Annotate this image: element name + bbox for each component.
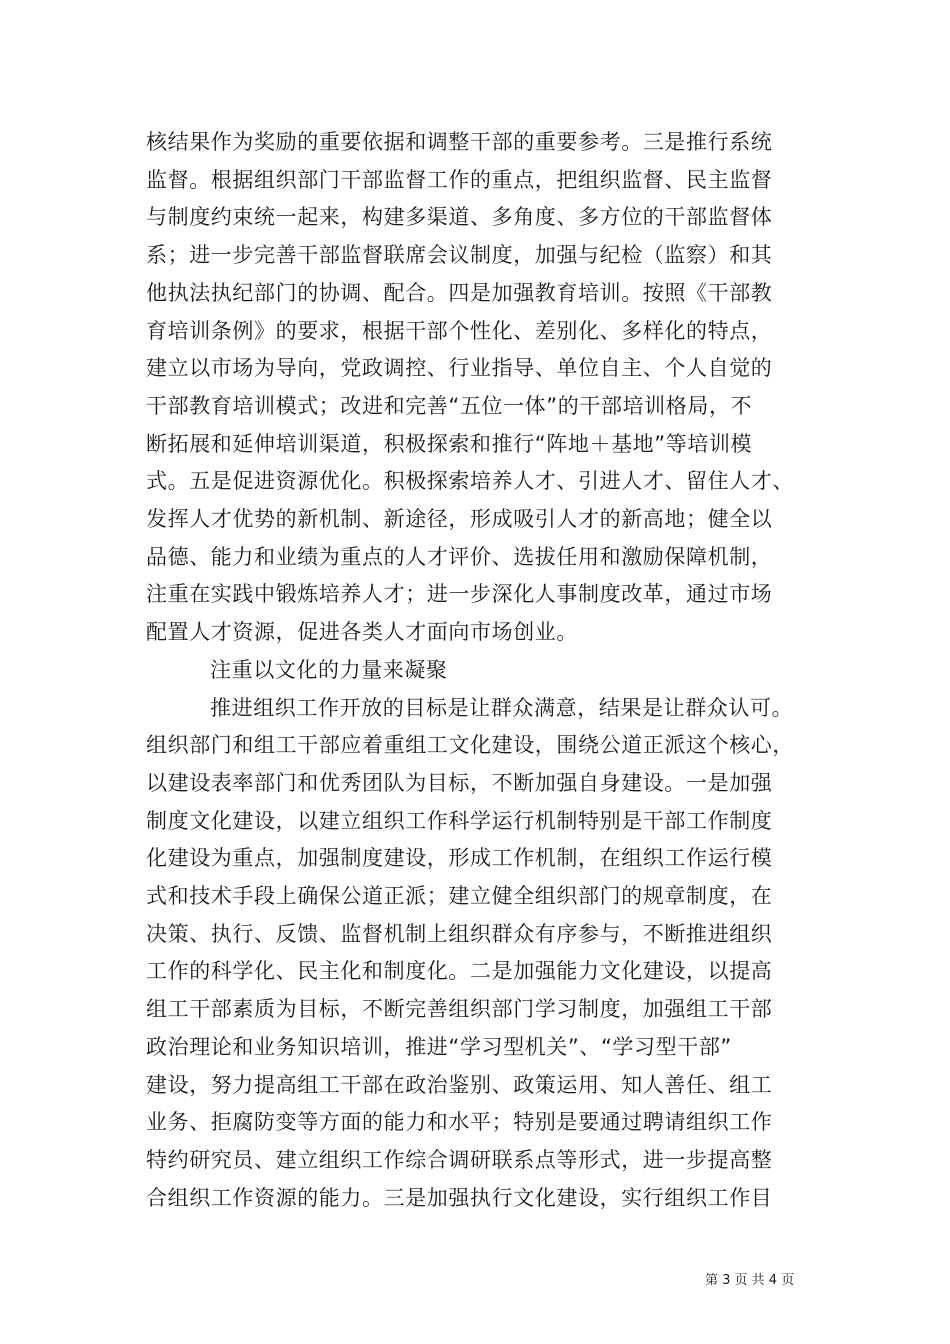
text-line: 建设，努力提高组工干部在政治鉴别、政策运用、知人善任、组工 xyxy=(146,1073,773,1097)
text-line: 建立以市场为导向，党政调控、行业指导、单位自主、个人自觉的 xyxy=(146,356,773,380)
text-line: 合组织工作资源的能力。三是加强执行文化建设，实行组织工作目 xyxy=(146,1186,773,1210)
page-number: 第 3 页 共 4 页 xyxy=(705,1273,795,1288)
text-line: 组工干部素质为目标，不断完善组织部门学习制度，加强组工干部 xyxy=(146,997,773,1021)
text-line: 与制度约束统一起来，构建多渠道、多角度、多方位的干部监督体 xyxy=(146,205,773,229)
text-line: 决策、执行、反馈、监督机制上组织群众有序参与，不断推进组织 xyxy=(146,922,773,946)
text-line: 政治理论和业务知识培训，推进“学习型机关”、“学习型干部” xyxy=(146,1035,732,1059)
text-line: 推进组织工作开放的目标是让群众满意，结果是让群众认可。 xyxy=(210,696,794,720)
text-line: 核结果作为奖励的重要依据和调整干部的重要参考。三是推行系统 xyxy=(146,130,773,154)
text-line: 发挥人才优势的新机制、新途径，形成吸引人才的新高地；健全以 xyxy=(146,507,773,531)
section-heading: 注重以文化的力量来凝聚 xyxy=(210,658,448,682)
text-line: 品德、能力和业绩为重点的人才评价、选拔任用和激励保障机制， xyxy=(146,545,773,569)
text-line: 配置人才资源，促进各类人才面向市场创业。 xyxy=(146,620,578,644)
text-line: 特约研究员、建立组织工作综合调研联系点等形式，进一步提高整 xyxy=(146,1148,773,1172)
text-line: 注重在实践中锻炼培养人才；进一步深化人事制度改革，通过市场 xyxy=(146,582,773,606)
text-line: 监督。根据组织部门干部监督工作的重点，把组织监督、民主监督 xyxy=(146,168,773,192)
text-line: 制度文化建设，以建立组织工作科学运行机制特别是干部工作制度 xyxy=(146,809,773,833)
text-line: 式和技术手段上确保公道正派；建立健全组织部门的规章制度，在 xyxy=(146,884,773,908)
text-line: 断拓展和延伸培训渠道，积极探索和推行“阵地＋基地”等培训模 xyxy=(146,432,753,456)
text-line: 干部教育培训模式；改进和完善“五位一体”的干部培训格局，不 xyxy=(146,394,753,418)
text-line: 他执法执纪部门的协调、配合。四是加强教育培训。按照《干部教 xyxy=(146,281,773,305)
text-line: 组织部门和组工干部应着重组工文化建设，围绕公道正派这个核心， xyxy=(146,733,794,757)
text-line: 工作的科学化、民主化和制度化。二是加强能力文化建设，以提高 xyxy=(146,959,773,983)
text-line: 业务、拒腐防变等方面的能力和水平；特别是要通过聘请组织工作 xyxy=(146,1110,773,1134)
text-line: 式。五是促进资源优化。积极探索培养人才、引进人才、留住人才、 xyxy=(146,469,794,493)
text-line: 化建设为重点，加强制度建设，形成工作机制，在组织工作运行模 xyxy=(146,846,773,870)
text-line: 育培训条例》的要求，根据干部个性化、差别化、多样化的特点， xyxy=(146,319,773,343)
text-line: 系；进一步完善干部监督联席会议制度，加强与纪检（监察）和其 xyxy=(146,243,773,267)
text-line: 以建设表率部门和优秀团队为目标，不断加强自身建设。一是加强 xyxy=(146,771,773,795)
